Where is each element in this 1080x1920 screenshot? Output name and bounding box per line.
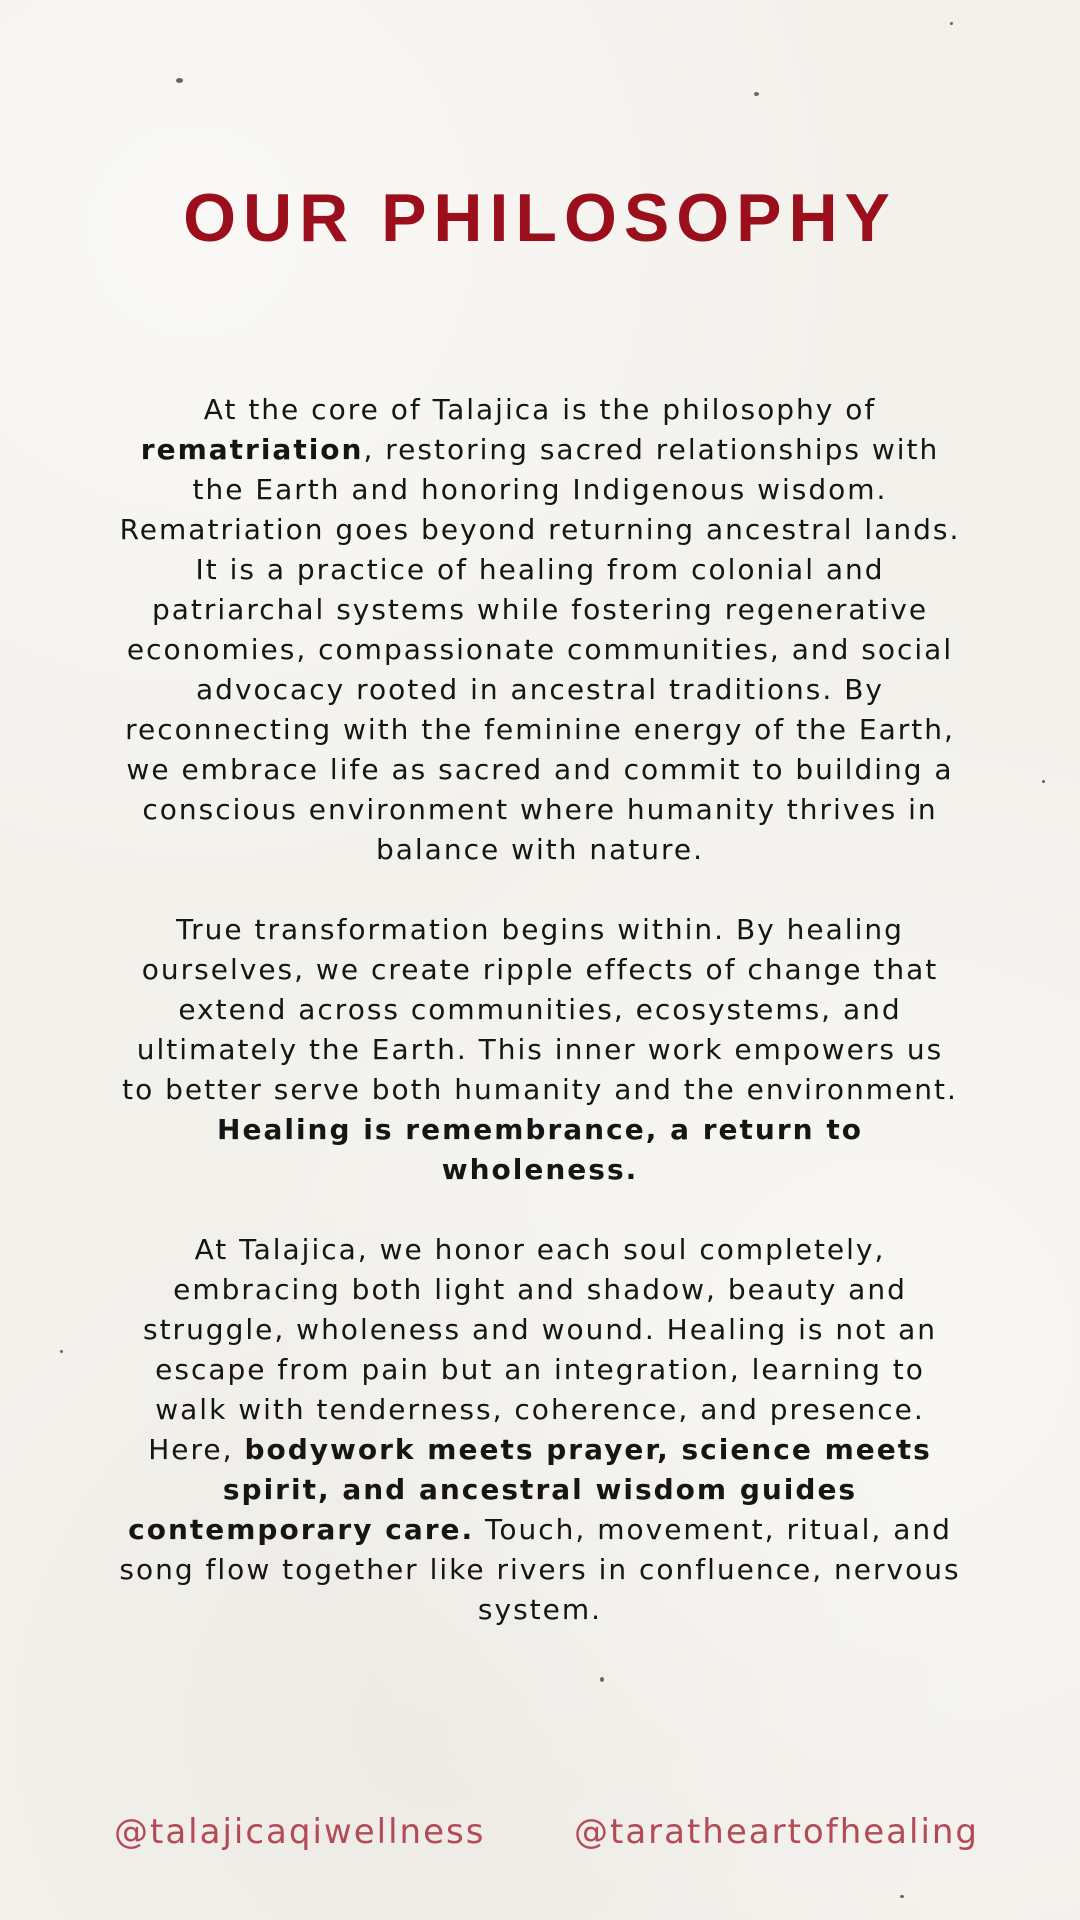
emphasis-text: bodywork meets prayer, science meets spirit, and ancestral wisdom guides contemporary care. [128, 1433, 932, 1546]
paragraph-text: At the core of Talajica is the philosophy of [203, 393, 877, 426]
paper-speck [754, 92, 759, 96]
emphasis-text: Healing is remembrance, a return to wholeness. [217, 1113, 863, 1186]
paragraph-transformation [118, 910, 962, 1190]
paper-speck [600, 1677, 604, 1682]
paper-speck [60, 1350, 63, 1353]
emphasis-text: rematriation [140, 433, 364, 466]
philosophy-body [118, 390, 962, 1630]
page-title: OUR PHILOSOPHY [183, 180, 897, 256]
paragraph-rematriation [118, 390, 962, 870]
handle-talajica[interactable]: @talajicaqiwellness [114, 1812, 486, 1852]
paper-speck [900, 1895, 904, 1898]
social-handles [0, 1810, 1080, 1860]
paragraph-text: , restoring sacred relationships with the Earth and honoring Indigenous wisdom. Rematriation goes beyond returning ancestral lands. It is a practice of healing from colonial and patriarchal systems while fostering regenerative economies, compassionate communities, and social advocacy rooted in ancestral traditions. By reconnecting with the feminine energy of the Earth, we embrace life as sacred and commit to building a conscious environment where humanity thrives in balance with nature. [119, 433, 961, 866]
paper-speck [176, 78, 183, 83]
paper-speck [1042, 780, 1045, 783]
paper-speck [950, 22, 953, 25]
paragraph-honor [118, 1230, 962, 1630]
paragraph-text: Touch, movement, ritual, and song flow together like rivers in confluence, nervous system. [119, 1513, 961, 1626]
paragraph-text: At Talajica, we honor each soul completely, embracing both light and shadow, beauty and struggle, wholeness and wound. Healing is not an escape from pain but an integration, learning to walk with tenderness, coherence, and presence. Here, [142, 1233, 938, 1466]
handle-tara[interactable]: @taratheartofhealing [574, 1812, 980, 1852]
paragraph-text: True transformation begins within. By healing ourselves, we create ripple effects of change that extend across communities, ecosystems, and ultimately the Earth. This inner work empowers us to better serve both humanity and the environment. [122, 913, 958, 1106]
